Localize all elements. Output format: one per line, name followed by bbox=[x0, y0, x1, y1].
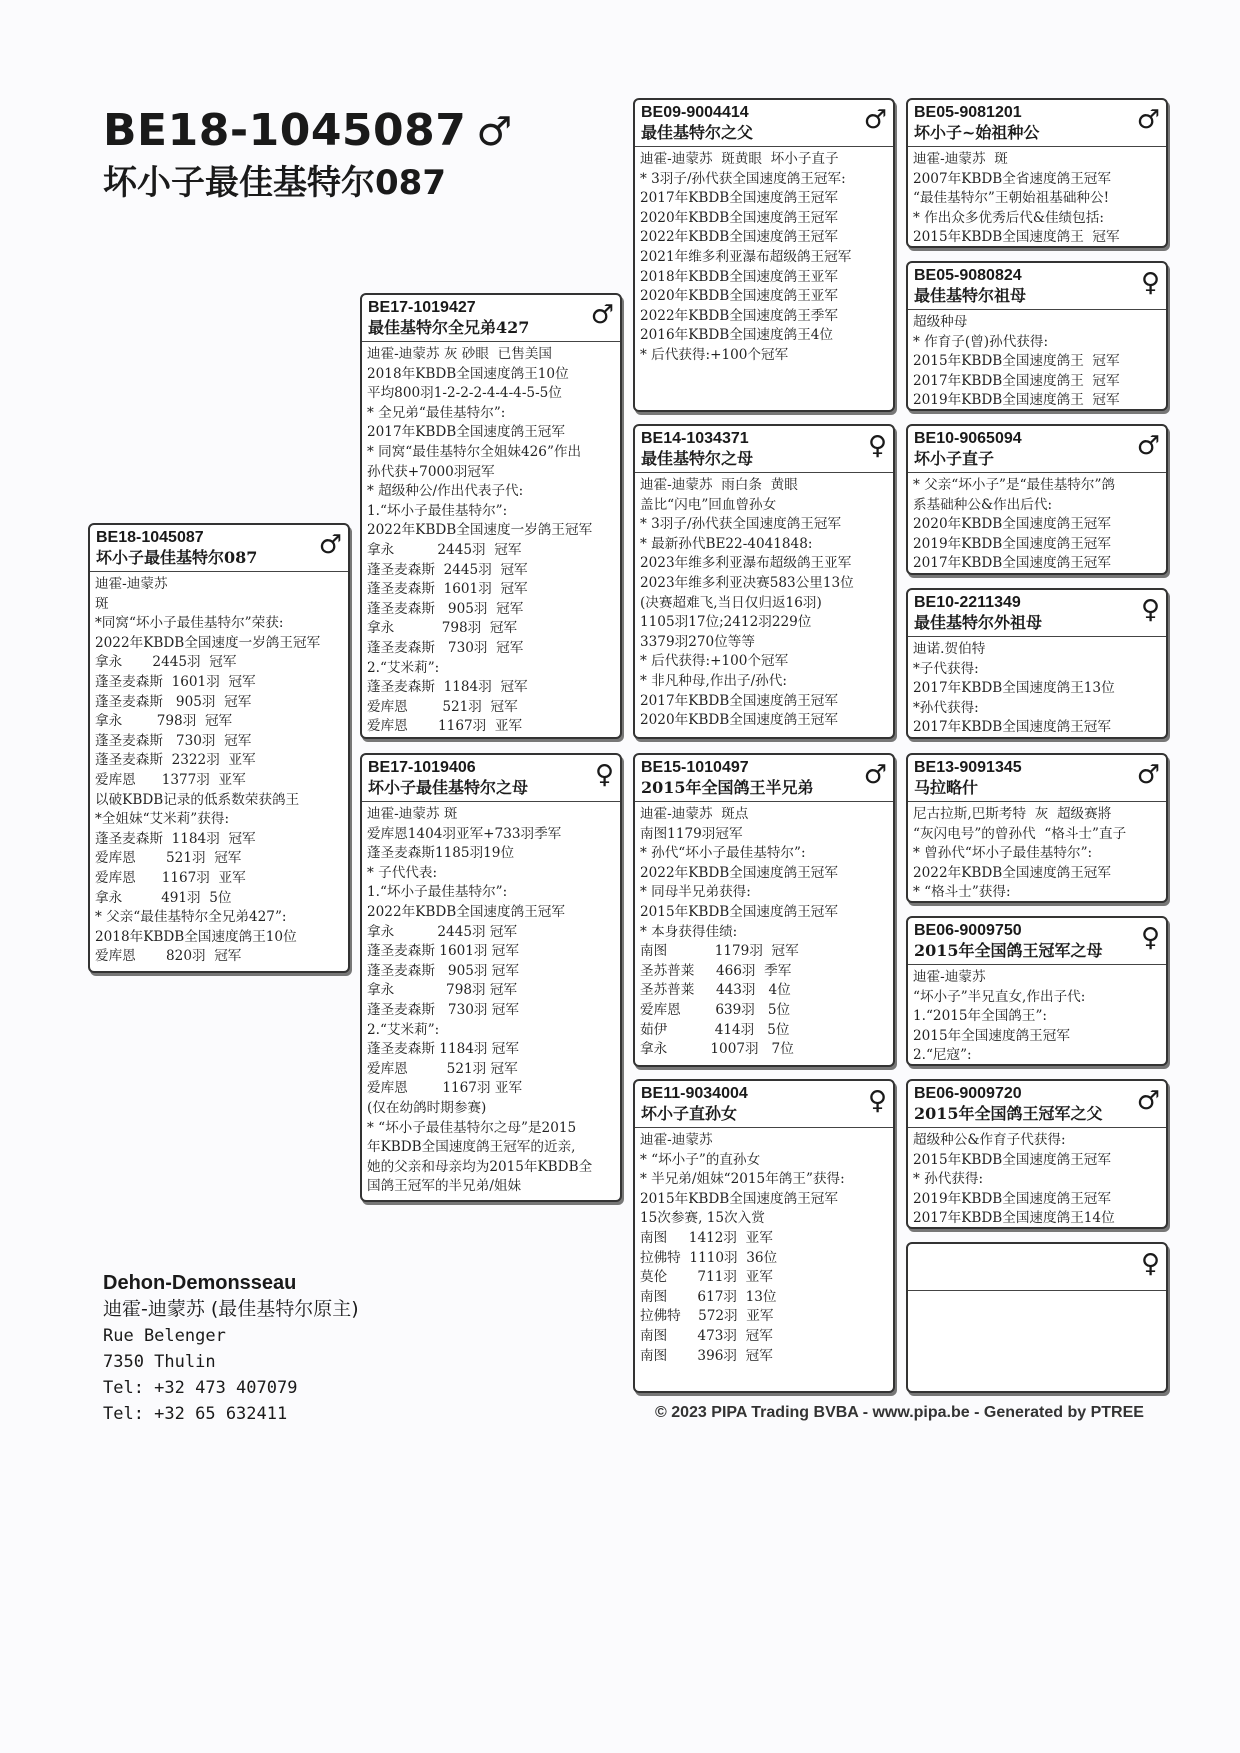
card-line: 超级种公&作育子代获得: bbox=[913, 1132, 1066, 1148]
card-line: 2017年KBDB全国速度鸽王冠军 bbox=[367, 424, 565, 441]
card-line: 年KBDB全国速度鸽王冠军的近亲, bbox=[367, 1139, 576, 1156]
card-line: 1.“坏小子最佳基特尔”: bbox=[367, 502, 508, 519]
card-header bbox=[908, 918, 1166, 965]
card-line: 2023年维多利亚瀑布超级鸽王亚军 bbox=[640, 555, 852, 572]
card-line: 2022年KBDB全国速度鸽王冠军 bbox=[640, 864, 838, 881]
card-header bbox=[908, 100, 1166, 147]
card-line: 2019年KBDB全国速度鸽王冠军 bbox=[913, 535, 1111, 552]
card-body bbox=[908, 147, 1166, 248]
pigeon-name: 2015年全国鸽王半兄弟 bbox=[641, 778, 814, 797]
main-ring-number: BE18-1045087 ♂ bbox=[103, 105, 513, 156]
card-line: *同窝“坏小子最佳基特尔”荣获: bbox=[95, 615, 284, 632]
card-line: 爱库恩 1167羽 亚军 bbox=[95, 869, 246, 886]
card-header bbox=[908, 1081, 1166, 1128]
card-line: 2022年KBDB全国速度鸽王冠军 bbox=[367, 903, 565, 920]
card-line: 迪霍-迪蒙苏 斑 bbox=[913, 151, 1008, 167]
card-line: 2021年维多利亚瀑布超级鸽王冠军 bbox=[640, 248, 852, 265]
card-line: *全姐妹“艾米莉”获得: bbox=[95, 811, 230, 828]
card-line: 2022年KBDB全国速度鸽王冠军 bbox=[640, 229, 838, 246]
card-line: 平均800羽1-2-2-2-4-4-4-5-5位 bbox=[367, 385, 562, 402]
pedigree-card-ggp-2 bbox=[906, 261, 1168, 411]
card-line: (仅在幼鸽时期参赛) bbox=[367, 1099, 487, 1116]
card-header bbox=[908, 590, 1166, 637]
card-line: 超级种母 bbox=[913, 314, 968, 330]
card-line: * “格斗士”获得: bbox=[913, 884, 1011, 901]
card-line: 2022年KBDB全国速度一岁鸽王冠军 bbox=[367, 522, 593, 539]
pigeon-name: 坏小子~始祖种公 bbox=[914, 123, 1040, 142]
copyright-notice: © 2023 PIPA Trading BVBA - www.pipa.be - Generated by PTREE bbox=[655, 1404, 1144, 1421]
card-line: 2015年KBDB全国速度鸽王冠军 bbox=[913, 1151, 1111, 1168]
card-line: * 超级种公/作出代表子代: bbox=[367, 483, 524, 500]
card-line: 迪霍-迪蒙苏 bbox=[913, 969, 986, 985]
card-line: 2022年KBDB全国速度一岁鸽王冠军 bbox=[95, 634, 321, 651]
pigeon-name: 最佳基特尔之母 bbox=[641, 449, 754, 468]
card-line: 蓬圣麦森斯 905羽 冠军 bbox=[95, 693, 252, 710]
card-line: 迪霍-迪蒙苏 bbox=[95, 576, 168, 592]
card-line: 15次参赛, 15次入赏 bbox=[640, 1210, 765, 1227]
card-line: 2020年KBDB全国速度鸽王冠军 bbox=[913, 516, 1111, 533]
card-line: 1.“2015年全国鸽王”: bbox=[913, 1008, 1048, 1025]
card-line: 蓬圣麦森斯 1601羽 冠军 bbox=[367, 581, 528, 598]
card-body bbox=[635, 473, 893, 734]
card-header bbox=[908, 1244, 1166, 1291]
card-line: * “坏小子最佳基特尔之母”是2015 bbox=[367, 1119, 577, 1136]
card-line: * 父亲“坏小子”是“最佳基特尔”鸽 bbox=[913, 477, 1116, 493]
card-body bbox=[635, 1128, 893, 1369]
ring-number: BE13-9091345 bbox=[914, 759, 1022, 776]
card-line: 2017年KBDB全国速度鸽王14位 bbox=[913, 1210, 1115, 1227]
card-line: 2020年KBDB全国速度鸽王冠军 bbox=[640, 712, 838, 729]
card-line: 2018年KBDB全国速度鸽王10位 bbox=[95, 928, 297, 945]
pedigree-card-dam-dam bbox=[633, 1079, 895, 1393]
card-line: * 作出众多优秀后代&佳绩包括: bbox=[913, 209, 1104, 226]
card-line: 圣苏普莱 466羽 季军 bbox=[640, 962, 792, 979]
breeder-city: 7350 Thulin bbox=[103, 1352, 216, 1372]
pedigree-card-dam-sire bbox=[633, 753, 895, 1067]
card-line: * 非凡种母,作出子/孙代: bbox=[640, 672, 787, 689]
breeder-info bbox=[103, 1270, 359, 1427]
card-line: * 子代代表: bbox=[367, 864, 438, 881]
female-symbol-icon: ♀ bbox=[1140, 1249, 1160, 1279]
pigeon-name: 2015年全国鸽王冠军之母 bbox=[914, 941, 1103, 960]
card-line: 爱库恩 521羽 冠军 bbox=[95, 850, 242, 867]
female-symbol-icon: ♀ bbox=[1140, 923, 1160, 953]
card-line: 孙代获+7000羽冠军 bbox=[367, 463, 495, 480]
card-line: 2.“艾米莉”: bbox=[367, 1021, 440, 1038]
card-line: 迪诺.贺伯特 bbox=[913, 641, 986, 657]
card-line: 蓬圣麦森斯 905羽 冠军 bbox=[367, 600, 524, 617]
card-line: 拿永 798羽 冠军 bbox=[95, 713, 233, 730]
card-line: 莫伦 711羽 亚军 bbox=[640, 1269, 773, 1286]
ring-number: BE05-9080824 bbox=[914, 267, 1022, 284]
card-line: 蓬圣麦森斯 905羽 冠军 bbox=[367, 962, 519, 979]
card-line: * 半兄弟/姐妹“2015年鸽王”获得: bbox=[640, 1171, 845, 1188]
pedigree-card-ggp-8 bbox=[906, 1242, 1168, 1393]
female-symbol-icon: ♀ bbox=[594, 760, 614, 790]
card-line: 2017年KBDB全国速度鸽王冠军 bbox=[640, 190, 838, 207]
female-symbol-icon: ♀ bbox=[1140, 268, 1160, 298]
card-line: 南图 617羽 13位 bbox=[640, 1288, 777, 1305]
pigeon-name: 坏小子直孙女 bbox=[641, 1104, 738, 1123]
card-line: 蓬圣麦森斯 730羽 冠军 bbox=[367, 639, 524, 656]
pigeon-name: 最佳基特尔外祖母 bbox=[914, 613, 1043, 632]
card-line: 2017年KBDB全国速度鸽王 冠军 bbox=[913, 372, 1120, 389]
female-symbol-icon: ♀ bbox=[1140, 595, 1160, 625]
card-line: 2.“艾米莉”: bbox=[367, 659, 440, 676]
ring-number: BE09-9004414 bbox=[641, 104, 749, 121]
card-header bbox=[635, 100, 893, 147]
ring-number: BE15-1010497 bbox=[641, 759, 749, 776]
pedigree-card-dam bbox=[360, 753, 622, 1202]
pedigree-card-sire-dam bbox=[633, 424, 895, 739]
card-line: 2018年KBDB全国速度鸽王亚军 bbox=[640, 268, 838, 285]
pedigree-card-subject bbox=[88, 523, 350, 973]
breeder-phone-2: Tel: +32 65 632411 bbox=[103, 1404, 288, 1424]
card-line: 迪霍-迪蒙苏 斑 bbox=[367, 806, 458, 822]
card-line: 2023年维多利亚决赛583公里13位 bbox=[640, 574, 854, 591]
ring-number: BE11-9034004 bbox=[641, 1085, 748, 1102]
card-line: 1105羽17位;2412羽229位 bbox=[640, 614, 812, 631]
card-header bbox=[908, 755, 1166, 802]
card-header bbox=[635, 1081, 893, 1128]
card-body bbox=[90, 572, 348, 970]
card-line: (决赛超难飞,当日仅归返16羽) bbox=[640, 594, 822, 611]
card-line: 蓬圣麦森斯1185羽19位 bbox=[367, 845, 515, 862]
pedigree-header bbox=[103, 105, 513, 206]
pigeon-name: 最佳基特尔祖母 bbox=[914, 286, 1027, 305]
card-line: 蓬圣麦森斯 730羽 冠军 bbox=[367, 1001, 519, 1018]
card-line: 迪霍-迪蒙苏 bbox=[640, 1132, 713, 1148]
card-line: * 全兄弟“最佳基特尔”: bbox=[367, 404, 506, 421]
male-symbol-icon: ♂ bbox=[590, 300, 614, 330]
card-line: 圣苏普莱 443羽 4位 bbox=[640, 982, 791, 999]
card-line: 2017年KBDB全国速度鸽王冠军 bbox=[640, 692, 838, 709]
card-line: * 3羽子/孙代获全国速度鸽王冠军: bbox=[640, 170, 846, 187]
card-body bbox=[908, 965, 1166, 1066]
card-line: 爱库恩 820羽 冠军 bbox=[95, 948, 242, 965]
card-line: 2017年KBDB全国速度鸽王13位 bbox=[913, 680, 1115, 697]
card-line: 2015年KBDB全国速度鸽王冠军 bbox=[640, 903, 838, 920]
pedigree-card-ggp-7 bbox=[906, 1079, 1168, 1229]
card-line: 2022年KBDB全国速度鸽王季军 bbox=[640, 307, 838, 324]
card-line: * 同母半兄弟获得: bbox=[640, 884, 751, 901]
card-line: 蓬圣麦森斯 1184羽 冠军 bbox=[367, 1041, 519, 1058]
ring-number: BE10-9065094 bbox=[914, 430, 1022, 447]
card-line: 盖比“闪电”回血曾孙女 bbox=[640, 496, 777, 513]
ring-number: BE17-1019406 bbox=[368, 759, 476, 776]
main-pigeon-name: 坏小子最佳基特尔087 bbox=[103, 163, 446, 203]
card-line: 拿永 798羽 冠军 bbox=[367, 982, 518, 999]
card-line: 2007年KBDB全省速度鸽王冠军 bbox=[913, 170, 1111, 187]
card-body bbox=[635, 147, 893, 369]
card-line: 2018年KBDB全国速度鸽王10位 bbox=[367, 365, 569, 382]
card-line: 斑 bbox=[95, 595, 109, 612]
card-body bbox=[362, 802, 620, 1200]
card-line: 茹伊 414羽 5位 bbox=[640, 1021, 790, 1038]
card-line: 爱库恩 521羽 冠军 bbox=[367, 1060, 518, 1077]
card-line: * 3羽子/孙代获全国速度鸽王冠军 bbox=[640, 516, 842, 533]
card-line: 拿永 1007羽 7位 bbox=[640, 1041, 794, 1058]
card-line: 2015年KBDB全国速度鸽王冠军 bbox=[640, 1190, 838, 1207]
male-symbol-icon: ♂ bbox=[863, 760, 887, 790]
card-line: 她的父亲和母亲均为2015年KBDB全 bbox=[367, 1158, 593, 1175]
card-header bbox=[90, 525, 348, 572]
ring-number: BE06-9009720 bbox=[914, 1085, 1022, 1102]
female-symbol-icon: ♀ bbox=[867, 431, 887, 461]
card-line: 2020年KBDB全国速度鸽王冠军 bbox=[640, 209, 838, 226]
card-line: 拿永 798羽 冠军 bbox=[367, 620, 518, 637]
card-line: 国鸽王冠军的半兄弟/姐妹 bbox=[367, 1178, 522, 1195]
male-symbol-icon: ♂ bbox=[476, 109, 513, 155]
card-line: 南图1179羽冠军 bbox=[640, 825, 743, 842]
card-line: 拿永 2445羽 冠军 bbox=[367, 923, 518, 940]
pedigree-card-sire-sire bbox=[633, 98, 895, 412]
card-line: * 本身获得佳绩: bbox=[640, 923, 738, 940]
card-header bbox=[362, 755, 620, 802]
card-line: 南图 396羽 冠军 bbox=[640, 1347, 773, 1364]
pedigree-card-ggp-3 bbox=[906, 424, 1168, 575]
card-line: 蓬圣麦森斯 1184羽 冠军 bbox=[367, 679, 528, 696]
card-line: 2015年KBDB全国速度鸽王 冠军 bbox=[913, 353, 1120, 370]
card-line: 1.“坏小子最佳基特尔”: bbox=[367, 884, 508, 901]
card-line: 南图 473羽 冠军 bbox=[640, 1327, 773, 1344]
pigeon-name: 坏小子最佳基特尔087 bbox=[96, 548, 258, 567]
pigeon-name: 坏小子最佳基特尔之母 bbox=[368, 778, 529, 797]
card-line: 系基础种公&作出后代: bbox=[913, 496, 1053, 513]
card-line: 蓬圣麦森斯 1601羽 冠军 bbox=[367, 943, 519, 960]
card-line: 拿永 2445羽 冠军 bbox=[95, 654, 237, 671]
card-line: * “坏小子”的直孙女 bbox=[640, 1151, 761, 1168]
pigeon-name: 最佳基特尔全兄弟427 bbox=[368, 318, 530, 337]
pigeon-name: 最佳基特尔之父 bbox=[641, 123, 754, 142]
card-line: “最佳基特尔”王朝始祖基础种公! bbox=[913, 190, 1110, 207]
breeder-name: Dehon-Demonsseau bbox=[103, 1272, 297, 1294]
card-line: 2022年KBDB全国速度鸽王冠军 bbox=[913, 864, 1111, 881]
card-line: 迪霍-迪蒙苏 雨白条 黄眼 bbox=[640, 477, 798, 493]
card-line: 拉佛特 1110羽 36位 bbox=[640, 1249, 778, 1266]
card-line: * 后代获得:+100个冠军 bbox=[640, 653, 789, 670]
female-symbol-icon: ♀ bbox=[867, 1086, 887, 1116]
male-symbol-icon: ♂ bbox=[1136, 105, 1160, 135]
pedigree-card-ggp-4 bbox=[906, 588, 1168, 739]
ring-number: BE05-9081201 bbox=[914, 104, 1022, 121]
breeder-phone-1: Tel: +32 473 407079 bbox=[103, 1378, 298, 1398]
male-symbol-icon: ♂ bbox=[1136, 1086, 1160, 1116]
card-line: *子代获得: bbox=[913, 660, 979, 677]
ring-number: BE10-2211349 bbox=[914, 594, 1021, 611]
card-header bbox=[908, 263, 1166, 310]
card-line: 拉佛特 572羽 亚军 bbox=[640, 1308, 774, 1325]
card-line: 南图 1179羽 冠军 bbox=[640, 943, 799, 960]
card-line: 2020年KBDB全国速度鸽王亚军 bbox=[640, 288, 838, 305]
card-line: 蓬圣麦森斯 1601羽 冠军 bbox=[95, 673, 256, 690]
card-body bbox=[908, 802, 1166, 903]
breeder-street: Rue Belenger bbox=[103, 1326, 226, 1346]
card-line: 蓬圣麦森斯 1184羽 冠军 bbox=[95, 830, 256, 847]
pedigree-card-ggp-1 bbox=[906, 98, 1168, 248]
card-line: 拿永 491羽 5位 bbox=[95, 889, 232, 906]
card-line: 2015年全国速度鸽王冠军 bbox=[913, 1027, 1070, 1044]
card-line: 爱库恩1404羽亚军+733羽季军 bbox=[367, 825, 562, 842]
card-line: * 同窝“最佳基特尔全姐妹426”作出 bbox=[367, 443, 582, 460]
card-line: 迪霍-迪蒙苏 灰 砂眼 已售美国 bbox=[367, 346, 553, 362]
card-line: 2.“尼寇”: bbox=[913, 1047, 972, 1064]
ring-number: BE14-1034371 bbox=[641, 430, 749, 447]
card-line: 爱库恩 1167羽 亚军 bbox=[367, 718, 523, 735]
card-line: 蓬圣麦森斯 730羽 冠军 bbox=[95, 732, 252, 749]
card-line: * 孙代获得: bbox=[913, 1171, 984, 1188]
card-body bbox=[635, 802, 893, 1063]
card-line: 爱库恩 639羽 5位 bbox=[640, 1001, 791, 1018]
card-line: “坏小子”半兄直女,作出子代: bbox=[913, 988, 1086, 1005]
male-symbol-icon: ♂ bbox=[1136, 431, 1160, 461]
card-line: 蓬圣麦森斯 2445羽 冠军 bbox=[367, 561, 528, 578]
card-line: * 曾孙代“坏小子最佳基特尔”: bbox=[913, 845, 1093, 862]
card-line: 2017年KBDB全国速度鸽王冠军 bbox=[913, 719, 1111, 736]
pigeon-name: 坏小子直子 bbox=[914, 449, 995, 468]
card-line: *孙代获得: bbox=[913, 699, 979, 716]
pedigree-card-ggp-5 bbox=[906, 753, 1168, 903]
card-line: 2019年KBDB全国速度鸽王冠军 bbox=[913, 1190, 1111, 1207]
card-line: 迪霍-迪蒙苏 斑黄眼 坏小子直子 bbox=[640, 151, 839, 167]
card-line: 3379羽270位等等 bbox=[640, 633, 755, 650]
male-symbol-icon: ♂ bbox=[318, 530, 342, 560]
card-body bbox=[908, 1291, 1166, 1297]
pedigree-card-sire bbox=[360, 293, 622, 739]
card-line: “灰闪电号”的曾孙代 “格斗士”直子 bbox=[913, 825, 1127, 842]
card-line: 南图 1412羽 亚军 bbox=[640, 1229, 773, 1246]
card-line: 迪霍-迪蒙苏 斑点 bbox=[640, 806, 749, 822]
ring-number: BE18-1045087 bbox=[96, 529, 204, 546]
card-line: * 作育子(曾)孙代获得: bbox=[913, 333, 1049, 350]
breeder-name-cn: 迪霍-迪蒙苏 (最佳基特尔原主) bbox=[103, 1298, 359, 1320]
card-header bbox=[635, 426, 893, 473]
card-line: * 父亲“最佳基特尔全兄弟427”: bbox=[95, 909, 287, 926]
card-line: 拿永 2445羽 冠军 bbox=[367, 541, 522, 558]
ring-number: BE17-1019427 bbox=[368, 299, 476, 316]
card-line: * 最新孙代BE22-4041848: bbox=[640, 535, 813, 552]
card-body bbox=[908, 310, 1166, 411]
male-symbol-icon: ♂ bbox=[863, 105, 887, 135]
card-body bbox=[908, 473, 1166, 575]
pigeon-name: 2015年全国鸽王冠军之父 bbox=[914, 1104, 1103, 1123]
card-header bbox=[908, 426, 1166, 473]
ring-number: BE06-9009750 bbox=[914, 922, 1022, 939]
card-line: * 孙代“坏小子最佳基特尔”: bbox=[640, 845, 806, 862]
male-symbol-icon: ♂ bbox=[1136, 760, 1160, 790]
card-line: 爱库恩 1167羽 亚军 bbox=[367, 1080, 523, 1097]
card-body bbox=[362, 342, 620, 739]
card-line: 爱库恩 521羽 冠军 bbox=[367, 698, 518, 715]
card-header bbox=[362, 295, 620, 342]
card-line: 以破KBDB记录的低系数荣获鸽王 bbox=[95, 791, 300, 808]
card-line: 爱库恩 1377羽 亚军 bbox=[95, 771, 246, 788]
card-line: 尼古拉斯,巴斯考特 灰 超级赛將 bbox=[913, 806, 1112, 822]
card-line: 2019年KBDB全国速度鸽王 冠军 bbox=[913, 392, 1120, 409]
card-line: * 后代获得:+100个冠军 bbox=[640, 346, 789, 363]
card-line: 2016年KBDB全国速度鸽王4位 bbox=[640, 327, 834, 344]
card-line: 2015年KBDB全国速度鸽王 冠军 bbox=[913, 229, 1120, 246]
card-line: 蓬圣麦森斯 2322羽 亚军 bbox=[95, 752, 256, 769]
card-line: 2017年KBDB全国速度鸽王冠军 bbox=[913, 555, 1111, 572]
pigeon-name: 马拉略什 bbox=[914, 778, 979, 797]
card-body bbox=[908, 637, 1166, 739]
card-header bbox=[635, 755, 893, 802]
pedigree-card-ggp-6 bbox=[906, 916, 1168, 1066]
card-body bbox=[908, 1128, 1166, 1229]
